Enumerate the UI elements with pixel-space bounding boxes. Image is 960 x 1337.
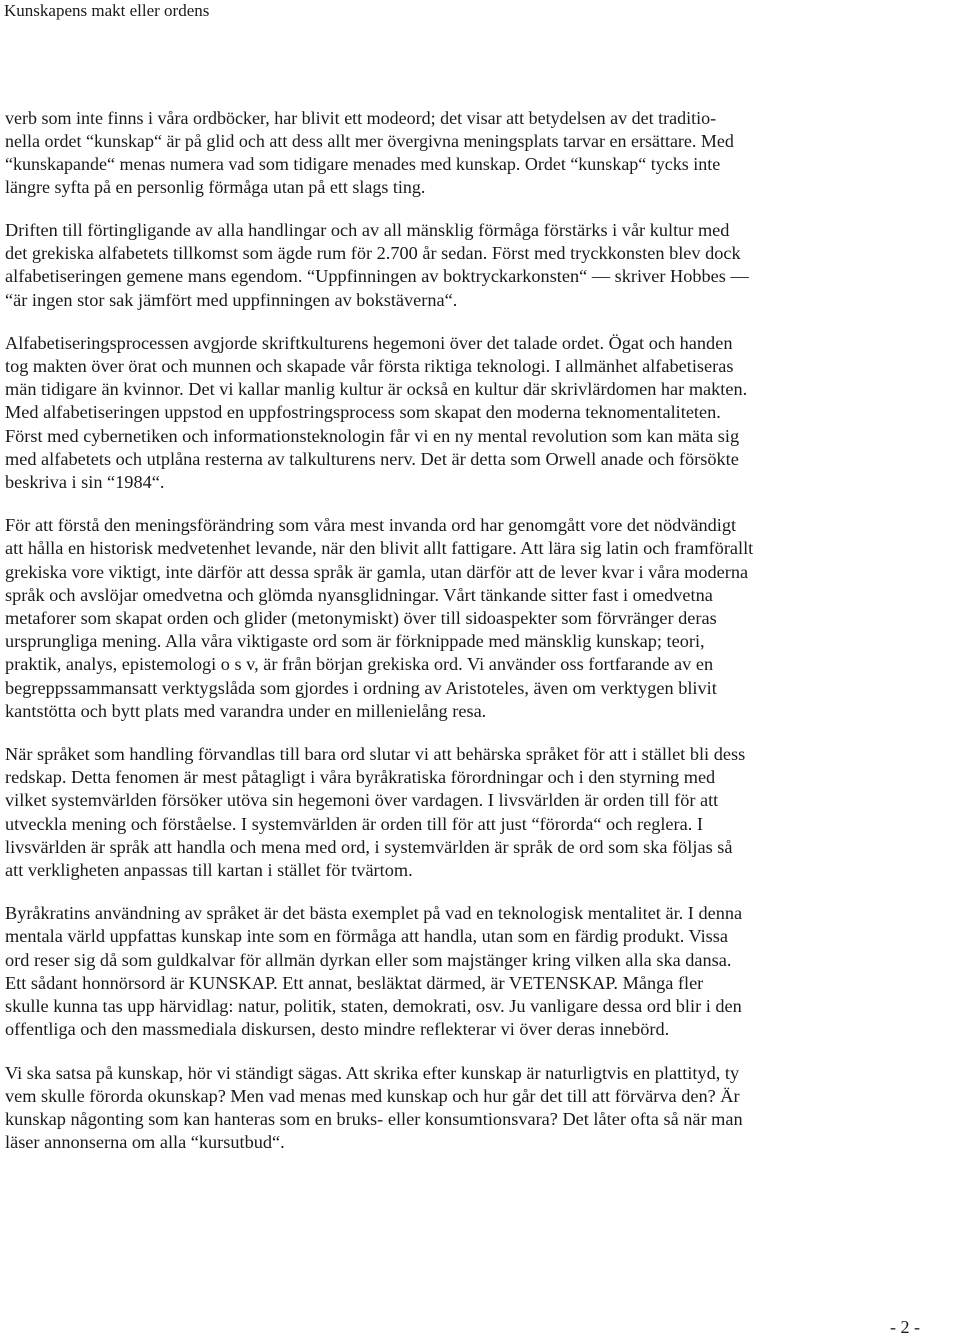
text-line: läser annonserna om alla “kursutbud“.	[5, 1132, 285, 1153]
paragraph	[5, 219, 950, 312]
text-line: tog makten över örat och munnen och skapade vår första riktiga teknologi. I allmänhet alfabetiseras	[5, 356, 734, 377]
text-line: mentala värld uppfattas kunskap inte som en förmåga att handla, utan som en färdig produkt. Vissa	[5, 926, 729, 947]
text-line: metaforer som skapat orden och glider (metonymiskt) över till sidoaspekter som förvränger deras	[5, 608, 717, 629]
text-line: längre syfta på en personlig förmåga utan på ett slags ting.	[5, 177, 426, 197]
body-text	[5, 107, 950, 1174]
text-line: kantstötta och bytt plats med varandra under en millenielång resa.	[5, 700, 487, 721]
paragraph	[5, 902, 950, 1041]
text-line: Byråkratins användning av språket är det bästa exemplet på vad en teknologisk mentalitet är. I denna	[5, 903, 743, 924]
text-line: kunskap någonting som kan hanteras som en bruks- eller konsumtionsvara? Det låter ofta så när man	[5, 1108, 743, 1129]
text-line: livsvärlden är språk att handla och mena med ord, i systemvärlden är språk de ord som ska följas så	[5, 836, 733, 857]
text-line: “kunskapande“ menas numera vad som tidigare menades med kunskap. Ordet “kunskap“ tycks inte	[5, 154, 721, 174]
text-line: alfabetiseringen gemene mans egendom. “Uppfinningen av boktryckarkonsten“ — skriver Hobbes —	[5, 266, 749, 287]
text-line: begreppssammansatt verktygslåda som gjordes i ordning av Aristoteles, även om verktygen blivit	[5, 677, 717, 698]
running-header: Kunskapens makt eller ordens	[4, 1, 210, 20]
text-line: språk och avslöjar omedvetna och glömda nyansglidningar. Vårt tänkande sitter fast i omedvetna	[5, 584, 713, 605]
text-line: Ett sådant honnörsord är KUNSKAP. Ett annat, besläktat därmed, är VETENSKAP. Många fler	[5, 972, 704, 993]
text-line: redskap. Detta fenomen är mest påtagligt i våra byråkratiska förordningar och i den styrning med	[5, 767, 716, 788]
text-line: ursprungliga mening. Alla våra viktigaste ord som är förknippade med mänsklig kunskap; teori,	[5, 631, 705, 652]
text-line: män tidigare än kvinnor. Det vi kallar manlig kultur är också en kultur där skrivlärdomen har makten.	[5, 379, 748, 400]
paragraph	[5, 107, 950, 199]
text-line: att hålla en historisk medvetenhet levande, när den blivit allt fattigare. Att lära sig latin och framförallt	[5, 538, 754, 559]
paragraph	[5, 1062, 950, 1155]
paragraph	[5, 332, 950, 494]
paragraph	[5, 514, 950, 723]
text-line: grekiska vore viktigt, inte därför att dessa språk är gamla, utan därför att de lever kvar i våra moderna	[5, 561, 749, 582]
text-line: Vi ska satsa på kunskap, hör vi ständigt sägas. Att skrika efter kunskap är naturligtvis en plattityd, ty	[5, 1062, 740, 1083]
text-line: verb som inte finns i våra ordböcker, har blivit ett modeord; det visar att betydelsen av det traditio-	[5, 108, 717, 128]
text-line: beskriva i sin “1984“.	[5, 472, 165, 493]
text-line: Driften till förtingligande av alla handlingar och av all mänsklig förmåga förstärks i vår kultur med	[5, 220, 730, 240]
text-line: Med alfabetiseringen uppstod en uppfostringsprocess som skapat den moderna teknomentaliteten.	[5, 402, 721, 423]
text-line: När språket som handling förvandlas till bara ord slutar vi att behärska språket för att i stället bli dess	[5, 744, 746, 765]
text-line: Först med cybernetiken och informationsteknologin får vi en ny mental revolution som kan mäta sig	[5, 425, 740, 446]
text-line: vilket systemvärlden försöker utöva sin hegemoni över vardagen. I livsvärlden är orden till för att	[5, 790, 719, 811]
text-line: det grekiska alfabetets tillkomst som ägde rum för 2.700 år sedan. Först med tryckkonsten blev dock	[5, 243, 741, 264]
text-line: utveckla mening och förståelse. I systemvärlden är orden till för att just “förorda“ och reglera. I	[5, 813, 703, 834]
text-line: att verkligheten anpassas till kartan i stället för tvärtom.	[5, 860, 413, 881]
text-line: offentliga och den massmediala diskursen, desto mindre reflekterar vi över deras innebörd.	[5, 1019, 670, 1040]
page-number: - 2 -	[890, 1317, 920, 1337]
paragraph	[5, 743, 950, 882]
text-line: vem skulle förorda okunskap? Men vad menas med kunskap och hur går det till att förvärva den? Är	[5, 1085, 740, 1106]
text-line: med alfabetets och utplåna resterna av talkulturens nerv. Det är detta som Orwell anade och försökte	[5, 448, 739, 469]
text-line: För att förstå den meningsförändring som våra mest invanda ord har genomgått vore det nödvändigt	[5, 515, 737, 536]
text-line: skulle kunna tas upp härvidlag: natur, politik, staten, demokrati, osv. Ju vanligare dessa ord blir i den	[5, 996, 742, 1017]
text-line: nella ordet “kunskap“ är på glid och att dess allt mer övergivna meningsplats tarvar en ersättare. Med	[5, 131, 734, 151]
text-line: praktik, analys, epistemologi o s v, är från början grekiska ord. Vi använder oss fortfarande av en	[5, 654, 714, 675]
text-line: ord reser sig då som guldkalvar för allmän dyrkan eller som majstänger kring vilken alla ska dansa.	[5, 949, 732, 970]
text-line: “är ingen stor sak jämfört med uppfinningen av bokstäverna“.	[5, 289, 458, 310]
text-line: Alfabetiseringsprocessen avgjorde skriftkulturens hegemoni över det talade ordet. Ögat och handen	[5, 332, 733, 353]
